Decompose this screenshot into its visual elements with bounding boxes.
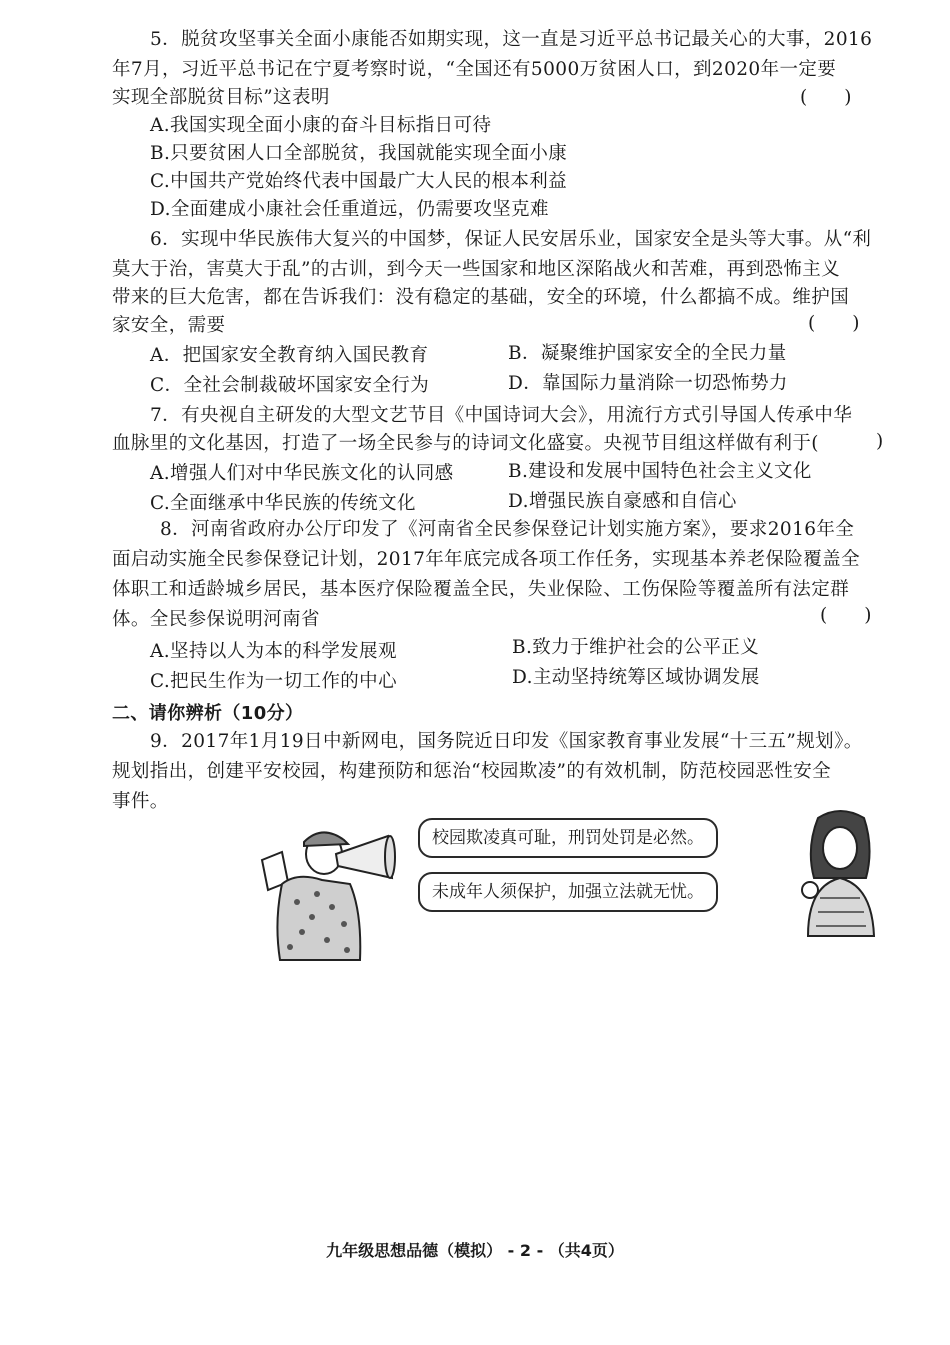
q6-option-d: D．靠国际力量消除一切恐怖势力 — [508, 373, 788, 394]
q7-option-d: D.增强民族自豪感和自信心 — [508, 491, 737, 512]
q5-option-a: A.我国实现全面小康的奋斗目标指日可待 — [150, 115, 492, 136]
q7-option-c: C.全面继承中华民族的传统文化 — [150, 493, 416, 514]
q6-option-a: A．把国家安全教育纳入国民教育 — [150, 345, 429, 366]
q9-line1: 9．2017年1月19日中新网电，国务院近日印发《国家教育事业发展“十三五”规划》。 — [150, 731, 863, 752]
q6-answer-paren: ( ) — [808, 313, 860, 334]
woman-illustration — [790, 808, 890, 938]
speech-bubble-2: 未成年人须保护，加强立法就无忧。 — [418, 872, 718, 912]
q8-option-a: A.坚持以人为本的科学发展观 — [150, 641, 397, 662]
q6-line2: 莫大于治，害莫大于乱”的古训，到今天一些国家和地区深陷战火和苦难，再到恐怖主义 — [112, 259, 841, 280]
speech-bubble-1: 校园欺凌真可耻，刑罚处罚是必然。 — [418, 818, 718, 858]
q8-line4: 体。全民参保说明河南省 — [112, 609, 320, 630]
q7-option-b: B.建设和发展中国特色社会主义文化 — [508, 461, 812, 482]
q5-answer-paren: ( ) — [800, 87, 852, 108]
q8-line3: 体职工和适龄城乡居民，基本医疗保险覆盖全民，失业保险、工伤保险等覆盖所有法定群 — [112, 579, 850, 600]
q8-answer-paren: ( ) — [820, 605, 872, 626]
q5-line3: 实现全部脱贫目标”这表明 — [112, 87, 330, 108]
q5-option-b: B.只要贫困人口全部脱贫，我国就能实现全面小康 — [150, 143, 568, 164]
q7-line2: 血脉里的文化基因，打造了一场全民参与的诗词文化盛宴。央视节目组这样做有利于( — [112, 433, 819, 454]
q7-option-a: A.增强人们对中华民族文化的认同感 — [150, 463, 454, 484]
section-title: 二、请你辨析（10分） — [112, 703, 304, 724]
q7-line1: 7．有央视自主研发的大型文艺节目《中国诗词大会》，用流行方式引导国人传承中华 — [150, 405, 853, 426]
q5-line2: 年7月，习近平总书记在宁夏考察时说，“全国还有5000万贫困人口，到2020年一定要 — [112, 59, 837, 80]
q5-line1: 5．脱贫攻坚事关全面小康能否如期实现，这一直是习近平总书记最关心的大事，2016 — [150, 29, 873, 50]
q8-option-d: D.主动坚持统筹区域协调发展 — [512, 667, 760, 688]
q6-line3: 带来的巨大危害，都在告诉我们：没有稳定的基础，安全的环境，什么都搞不成。维护国 — [112, 287, 850, 308]
page-footer: 九年级思想品德（模拟） - 2 - （共4页） — [326, 1241, 624, 1260]
q8-line2: 面启动实施全民参保登记计划，2017年年底完成各项工作任务，实现基本养老保险覆盖全 — [112, 549, 860, 570]
q6-option-c: C．全社会制裁破坏国家安全行为 — [150, 375, 430, 396]
q5-option-c: C.中国共产党始终代表中国最广大人民的根本利益 — [150, 171, 568, 192]
q5-option-d: D.全面建成小康社会任重道远，仍需要攻坚克难 — [150, 199, 549, 220]
q7-answer-paren: ) — [876, 431, 884, 452]
q6-option-b: B．凝聚维护国家安全的全民力量 — [508, 343, 787, 364]
q6-line4: 家安全，需要 — [112, 315, 226, 336]
man-megaphone-illustration — [252, 822, 402, 962]
q6-line1: 6．实现中华民族伟大复兴的中国梦，保证人民安居乐业，国家安全是头等大事。从“利 — [150, 229, 872, 250]
q9-line3: 事件。 — [112, 791, 169, 812]
q8-line1: 8．河南省政府办公厅印发了《河南省全民参保登记计划实施方案》，要求2016年全 — [160, 519, 855, 540]
q9-line2: 规划指出，创建平安校园，构建预防和惩治“校园欺凌”的有效机制，防范校园恶性安全 — [112, 761, 832, 782]
q8-option-b: B.致力于维护社会的公平正义 — [512, 637, 760, 658]
q8-option-c: C.把民生作为一切工作的中心 — [150, 671, 397, 692]
